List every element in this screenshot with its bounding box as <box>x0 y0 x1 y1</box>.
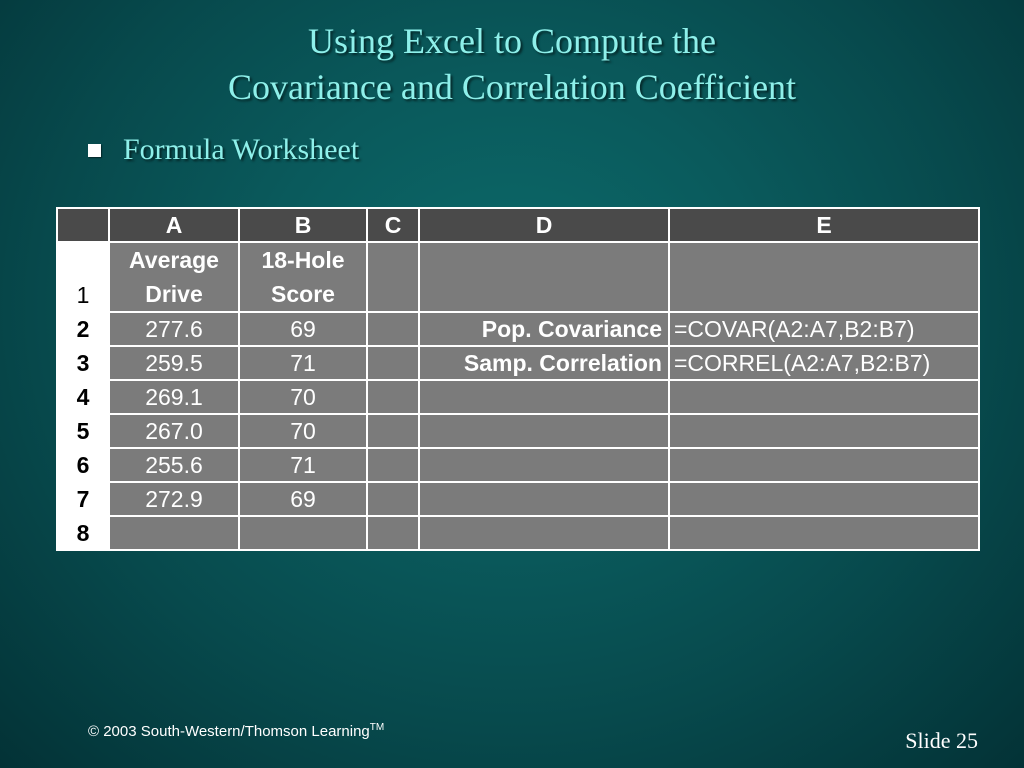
row-number[interactable]: 1 <box>57 242 109 312</box>
slide-number: Slide 25 <box>905 728 978 753</box>
row-number[interactable]: 6 <box>57 448 109 482</box>
cell-c4[interactable] <box>367 380 419 414</box>
trademark-mark: TM <box>369 722 385 733</box>
cell-e8[interactable] <box>669 516 979 550</box>
cell-a3[interactable]: 259.5 <box>109 346 239 380</box>
table-row <box>57 312 979 346</box>
cell-b8[interactable] <box>239 516 367 550</box>
cell-b6[interactable]: 71 <box>239 448 367 482</box>
row-number[interactable]: 4 <box>57 380 109 414</box>
cell-e1[interactable] <box>669 242 979 312</box>
cell-a5[interactable]: 267.0 <box>109 414 239 448</box>
table-row <box>57 516 979 550</box>
table-row <box>57 242 979 312</box>
cell-d5[interactable] <box>419 414 669 448</box>
cell-b4[interactable]: 70 <box>239 380 367 414</box>
cell-b2[interactable]: 69 <box>239 312 367 346</box>
table-row <box>57 346 979 380</box>
title-line-1: Using Excel to Compute the <box>308 21 716 61</box>
title-line-2: Covariance and Correlation Coefficient <box>227 67 797 107</box>
cell-c5[interactable] <box>367 414 419 448</box>
cell-b1[interactable] <box>239 242 367 312</box>
cell-c8[interactable] <box>367 516 419 550</box>
cell-e5[interactable] <box>669 414 979 448</box>
header-a-line-2: Drive <box>145 281 203 307</box>
table-row <box>57 448 979 482</box>
formula-worksheet <box>56 207 980 551</box>
header-b-line-2: Score <box>271 281 335 307</box>
cell-d1[interactable] <box>419 242 669 312</box>
cell-e6[interactable] <box>669 448 979 482</box>
cell-d2[interactable]: Pop. Covariance <box>419 312 669 346</box>
table-row <box>57 414 979 448</box>
bullet-text: Formula Worksheet <box>123 133 360 166</box>
cell-c7[interactable] <box>367 482 419 516</box>
cell-e3[interactable]: =CORREL(A2:A7,B2:B7) <box>669 346 979 380</box>
row-number[interactable]: 2 <box>57 312 109 346</box>
cell-d6[interactable] <box>419 448 669 482</box>
cell-d3[interactable]: Samp. Correlation <box>419 346 669 380</box>
row-number[interactable]: 7 <box>57 482 109 516</box>
cell-a6[interactable]: 255.6 <box>109 448 239 482</box>
column-header-a[interactable]: A <box>109 208 239 242</box>
copyright-text: © 2003 South-Western/Thomson Learning <box>88 723 370 740</box>
copyright-notice <box>88 722 384 740</box>
column-header-b[interactable]: B <box>239 208 367 242</box>
cell-a8[interactable] <box>109 516 239 550</box>
header-a-line-1: Average <box>129 247 219 273</box>
column-header-e[interactable]: E <box>669 208 979 242</box>
column-header-c[interactable]: C <box>367 208 419 242</box>
column-header-row <box>57 208 979 242</box>
cell-c2[interactable] <box>367 312 419 346</box>
cell-d4[interactable] <box>419 380 669 414</box>
cell-a2[interactable]: 277.6 <box>109 312 239 346</box>
table-row <box>57 380 979 414</box>
slide-title <box>0 18 1024 110</box>
cell-a7[interactable]: 272.9 <box>109 482 239 516</box>
corner-cell[interactable] <box>57 208 109 242</box>
cell-a1[interactable] <box>109 242 239 312</box>
row-number[interactable]: 3 <box>57 346 109 380</box>
column-header-d[interactable]: D <box>419 208 669 242</box>
bullet-item <box>88 130 359 170</box>
table-row <box>57 482 979 516</box>
cell-a4[interactable]: 269.1 <box>109 380 239 414</box>
square-bullet-icon <box>88 144 101 157</box>
cell-e4[interactable] <box>669 380 979 414</box>
cell-b3[interactable]: 71 <box>239 346 367 380</box>
cell-b5[interactable]: 70 <box>239 414 367 448</box>
row-number[interactable]: 8 <box>57 516 109 550</box>
header-b-line-1: 18-Hole <box>261 247 345 273</box>
cell-c3[interactable] <box>367 346 419 380</box>
cell-d8[interactable] <box>419 516 669 550</box>
cell-c6[interactable] <box>367 448 419 482</box>
cell-b7[interactable]: 69 <box>239 482 367 516</box>
row-number[interactable]: 5 <box>57 414 109 448</box>
cell-d7[interactable] <box>419 482 669 516</box>
cell-c1[interactable] <box>367 242 419 312</box>
cell-e2[interactable]: =COVAR(A2:A7,B2:B7) <box>669 312 979 346</box>
cell-e7[interactable] <box>669 482 979 516</box>
